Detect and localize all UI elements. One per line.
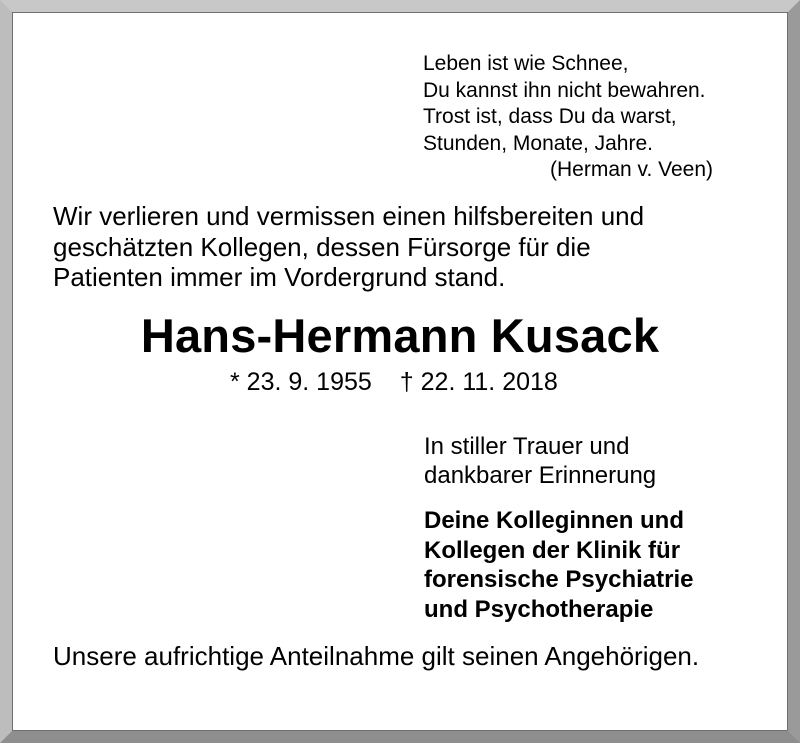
closing-text: Unsere aufrichtige Anteilnahme gilt seinen Angehörigen. [53,641,700,671]
sender-line: forensische Psychiatrie [424,566,694,593]
sender-line: und Psychotherapie [424,595,654,623]
poem-line: Stunden, Monate, Jahre. [423,131,653,155]
intro-line: Wir verlieren und vermissen einen hilfsbereiten und [53,201,645,231]
poem-line: Du kannst ihn nicht bewahren. [423,78,706,102]
mourning-text [424,432,656,490]
death-date: † 22. 11. 2018 [399,368,558,396]
intro-line: geschätzten Kollegen, dessen Fürsorge für die [53,231,591,262]
poem [423,51,713,184]
life-dates [230,368,558,397]
mourning-line: In stiller Trauer und [424,433,630,460]
intro-text [53,201,644,293]
birth-date: * 23. 9. 1955 [230,368,372,396]
mourning-line: dankbarer Erinnerung [424,462,657,489]
sender-line: Deine Kolleginnen und [424,507,685,534]
sender-line: Kollegen der Klinik für [424,536,681,564]
intro-line: Patienten immer im Vordergrund stand. [53,262,506,292]
poem-line: Trost ist, dass Du da warst, [423,105,677,128]
senders [424,506,693,624]
poem-attribution: (Herman v. Veen) [550,158,714,181]
deceased-name: Hans-Hermann Kusack [140,309,660,362]
poem-line: Leben ist wie Schnee, [423,52,629,75]
